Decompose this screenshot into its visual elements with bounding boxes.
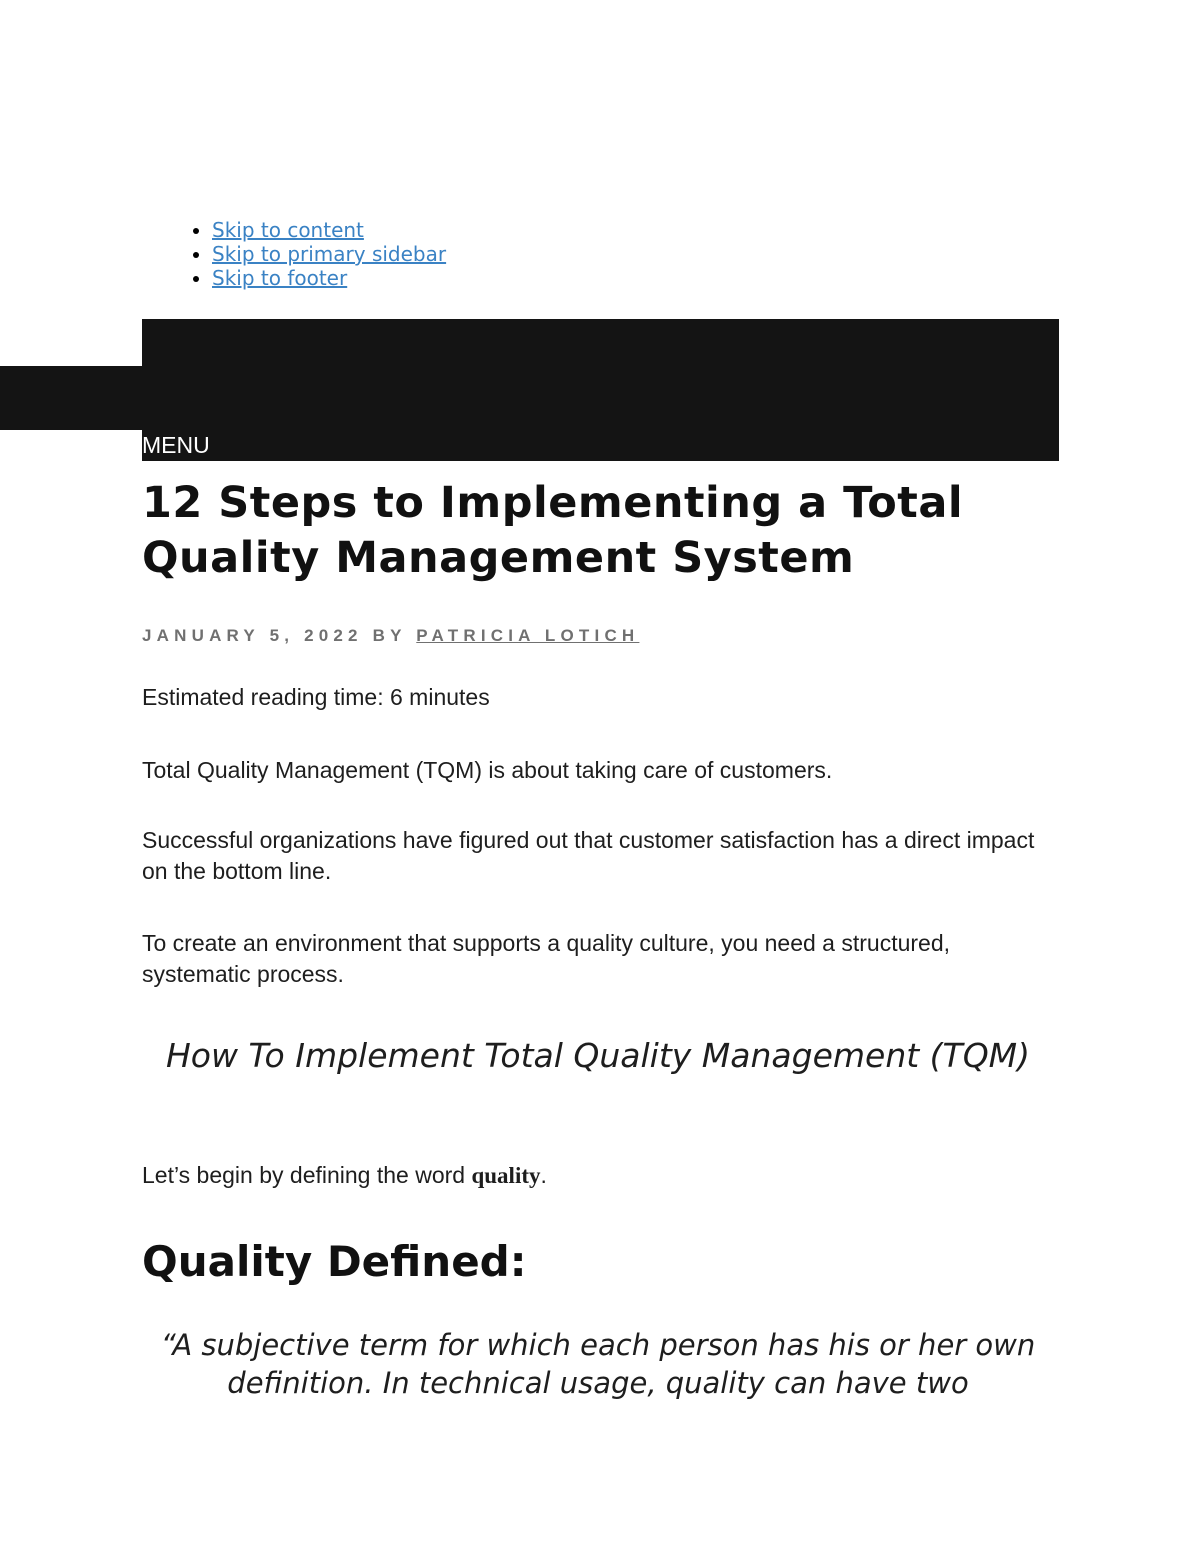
quality-definition-quote: “A subjective term for which each person has his or her own definition. In technical usage, quality can have two <box>160 1328 1036 1400</box>
author-link[interactable]: PATRICIA LOTICH <box>416 626 640 645</box>
intro-word-quality: quality <box>471 1163 541 1188</box>
skip-link-item <box>212 242 446 266</box>
article <box>142 476 1052 1400</box>
paragraph-2: Successful organizations have figured out that customer satisfaction has a direct impact on the bottom line. <box>142 827 1035 884</box>
site-header <box>142 319 1059 461</box>
paragraph-3: To create an environment that supports a quality culture, you need a structured, systematic process. <box>142 930 951 987</box>
byline-by: BY <box>372 626 407 645</box>
intro-prefix: Let’s begin by defining the word <box>142 1162 472 1188</box>
skip-links-list <box>142 218 446 290</box>
article-meta <box>142 626 639 646</box>
section-heading-how-to: How To Implement Total Quality Management (TQM) <box>165 1036 1031 1075</box>
menu-button[interactable]: MENU <box>142 432 210 458</box>
intro-suffix: . <box>540 1162 547 1188</box>
skip-link-item <box>212 218 446 242</box>
skip-to-content-link[interactable]: Skip to content <box>212 218 364 242</box>
skip-link-item <box>212 266 446 290</box>
section-heading-quality-defined: Quality Defined: <box>142 1237 527 1286</box>
intro-paragraph <box>142 1160 1042 1191</box>
skip-to-footer-link[interactable]: Skip to footer <box>212 266 348 290</box>
paragraph-1: Total Quality Management (TQM) is about taking care of customers. <box>142 757 833 783</box>
article-title: 12 Steps to Implementing a Total Quality Management System <box>142 478 964 583</box>
skip-to-primary-sidebar-link[interactable]: Skip to primary sidebar <box>212 242 447 266</box>
header-left-block <box>0 366 142 430</box>
post-date: JANUARY 5, 2022 <box>142 626 363 645</box>
reading-time: Estimated reading time: 6 minutes <box>142 684 490 710</box>
